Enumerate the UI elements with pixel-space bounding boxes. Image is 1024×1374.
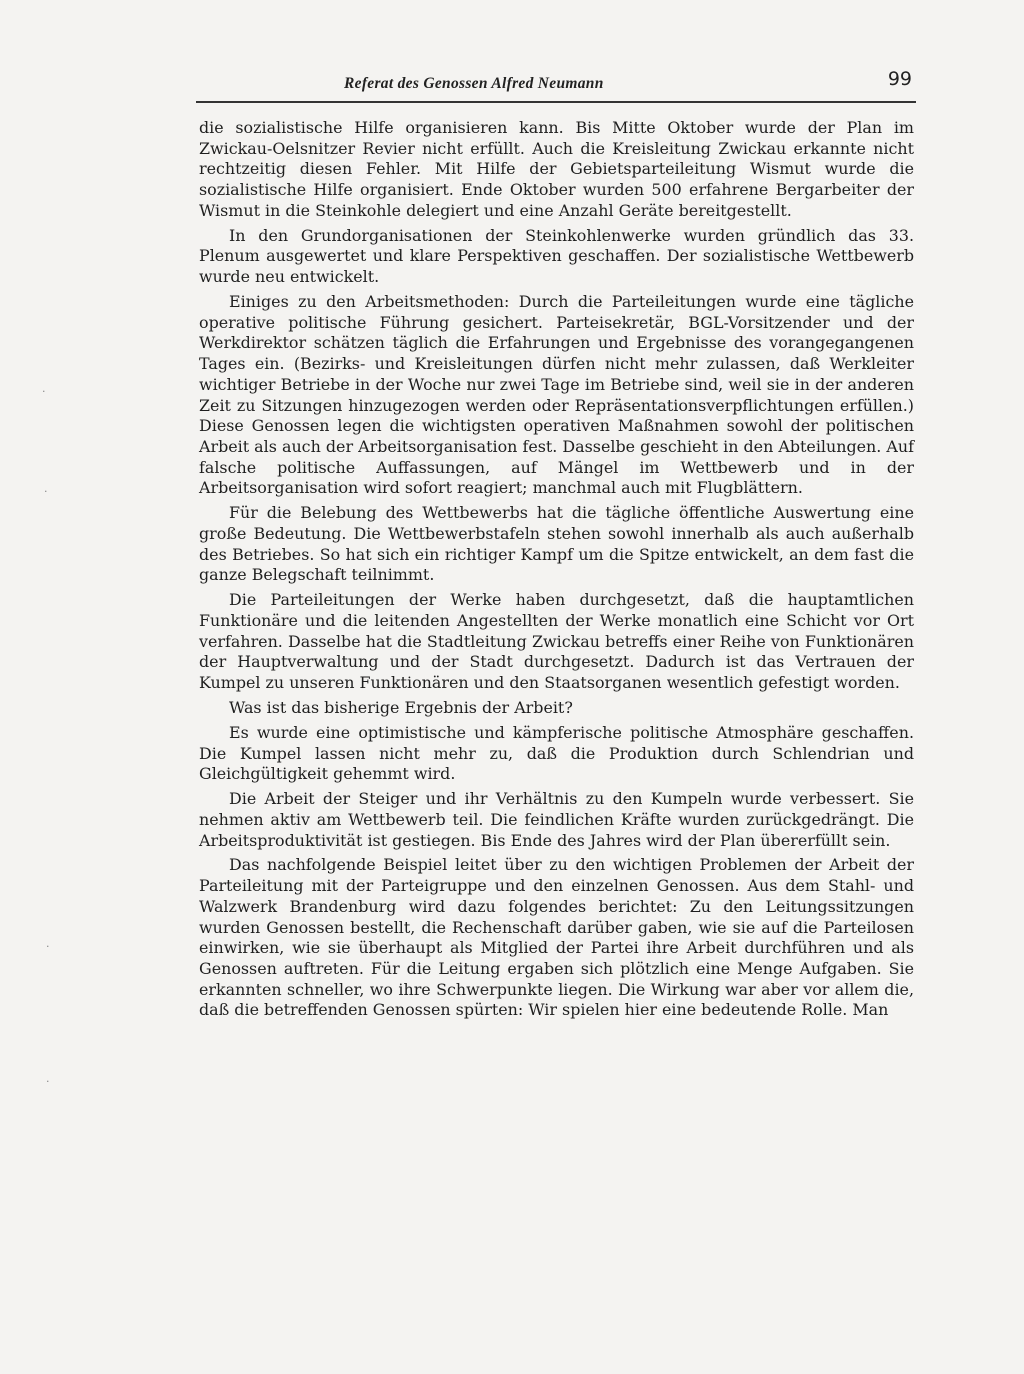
paragraph-3: Einiges zu den Arbeitsmethoden: Durch die Parteileitungen wurde eine tägliche operative politische Führung gesichert. Parteisekretär, BGL-Vorsitzender und der Werkdirektor schätzen täglich die Erfahrungen und Ergebnisse des vorangegangenen Tages ein. (Bezirks- und Kreisleitungen dürfen nicht mehr zulassen, daß Werkleiter wichtiger Betriebe in der Woche nur zwei Tage im Betriebe sind, weil sie in der anderen Zeit zu Sitzungen hinzugezogen werden oder Repräsentationsverpflichtungen erfüllen.) Diese Genossen legen die wichtigsten operativen Maßnahmen sowohl der politischen Arbeit als auch der Arbeitsorganisation fest. Dasselbe geschieht in den Abteilungen. Auf falsche politische Auffassungen, auf Mängel im Wettbewerb und in der Arbeitsorganisation wird sofort reagiert; manchmal auch mit Flugblättern. [199, 292, 914, 498]
body-text [199, 118, 914, 1025]
paragraph-5: Die Parteileitungen der Werke haben durchgesetzt, daß die hauptamtlichen Funktionäre und die leitenden Angestellten der Werke monatlich eine Schicht vor Ort verfahren. Dasselbe hat die Stadtleitung Zwickau betreffs einer Reihe von Funktionären der Hauptverwaltung und der Stadt durchgesetzt. Dadurch ist das Vertrauen der Kumpel zu unseren Funktionären und den Staatsorganen wesentlich gefestigt worden. [199, 590, 914, 693]
page-header [196, 70, 916, 100]
paragraph-8: Die Arbeit der Steiger und ihr Verhältnis zu den Kumpeln wurde verbessert. Sie nehmen aktiv am Wettbewerb teil. Die feindlichen Kräfte wurden zurückgedrängt. Die Arbeitsproduktivität ist gestiegen. Bis Ende des Jahres wird der Plan übererfüllt sein. [199, 789, 914, 850]
margin-speck: · [44, 485, 48, 498]
paragraph-6: Was ist das bisherige Ergebnis der Arbeit? [229, 697, 573, 717]
paragraph-1: die sozialistische Hilfe organisieren kann. Bis Mitte Oktober wurde der Plan im Zwickau-Oelsnitzer Revier nicht erfüllt. Auch die Kreisleitung Zwickau erkannte nicht rechtzeitig diesen Fehler. Mit Hilfe der Gebietsparteileitung Wismut wurde die sozialistische Hilfe organisiert. Ende Oktober wurden 500 erfahrene Bergarbeiter der Wismut in die Steinkohle delegiert und eine Anzahl Geräte bereitgestellt. [199, 118, 914, 220]
paragraph-7: Es wurde eine optimistische und kämpferische politische Atmosphäre geschaffen. Die Kumpel lassen nicht mehr zu, daß die Produktion durch Schlendrian und Gleichgültigkeit gehemmt wird. [199, 722, 914, 784]
page-number: 99 [887, 68, 912, 90]
margin-speck: · [46, 940, 50, 953]
margin-speck: · [42, 385, 46, 398]
header-rule [196, 101, 916, 103]
paragraph-4: Für die Belebung des Wettbewerbs hat die tägliche öffentliche Auswertung eine große Bedeutung. Die Wettbewerbstafeln stehen sowohl innerhalb als auch außerhalb des Betriebes. So hat sich ein richtiger Kampf um die Spitze entwickelt, an dem fast die ganze Belegschaft teilnimmt. [199, 503, 914, 585]
running-title: Referat des Genossen Alfred Neumann [344, 75, 604, 92]
margin-speck: · [46, 1075, 50, 1088]
paragraph-9: Das nachfolgende Beispiel leitet über zu den wichtigen Problemen der Arbeit der Parteileitung mit der Parteigruppe und den einzelnen Genossen. Aus dem Stahl- und Walzwerk Brandenburg wird dazu folgendes berichtet: Zu den Leitungssitzungen wurden Genossen bestellt, die Rechenschaft darüber gaben, wie sie auf die Parteilosen einwirken, wie sie überhaupt als Mitglied der Partei ihre Arbeit durchführen und als Genossen auftreten. Für die Leitung ergaben sich plötzlich eine Menge Aufgaben. Sie erkannten schneller, wo ihre Schwerpunkte liegen. Die Wirkung war aber vor allem die, daß die betreffenden Genossen spürten: Wir spielen hier eine bedeutende Rolle. Man [199, 855, 914, 1020]
paragraph-2: In den Grundorganisationen der Steinkohlenwerke wurden gründlich das 33. Plenum ausgewertet und klare Perspektiven geschaffen. Der sozialistische Wettbewerb wurde neu entwickelt. [199, 225, 914, 287]
